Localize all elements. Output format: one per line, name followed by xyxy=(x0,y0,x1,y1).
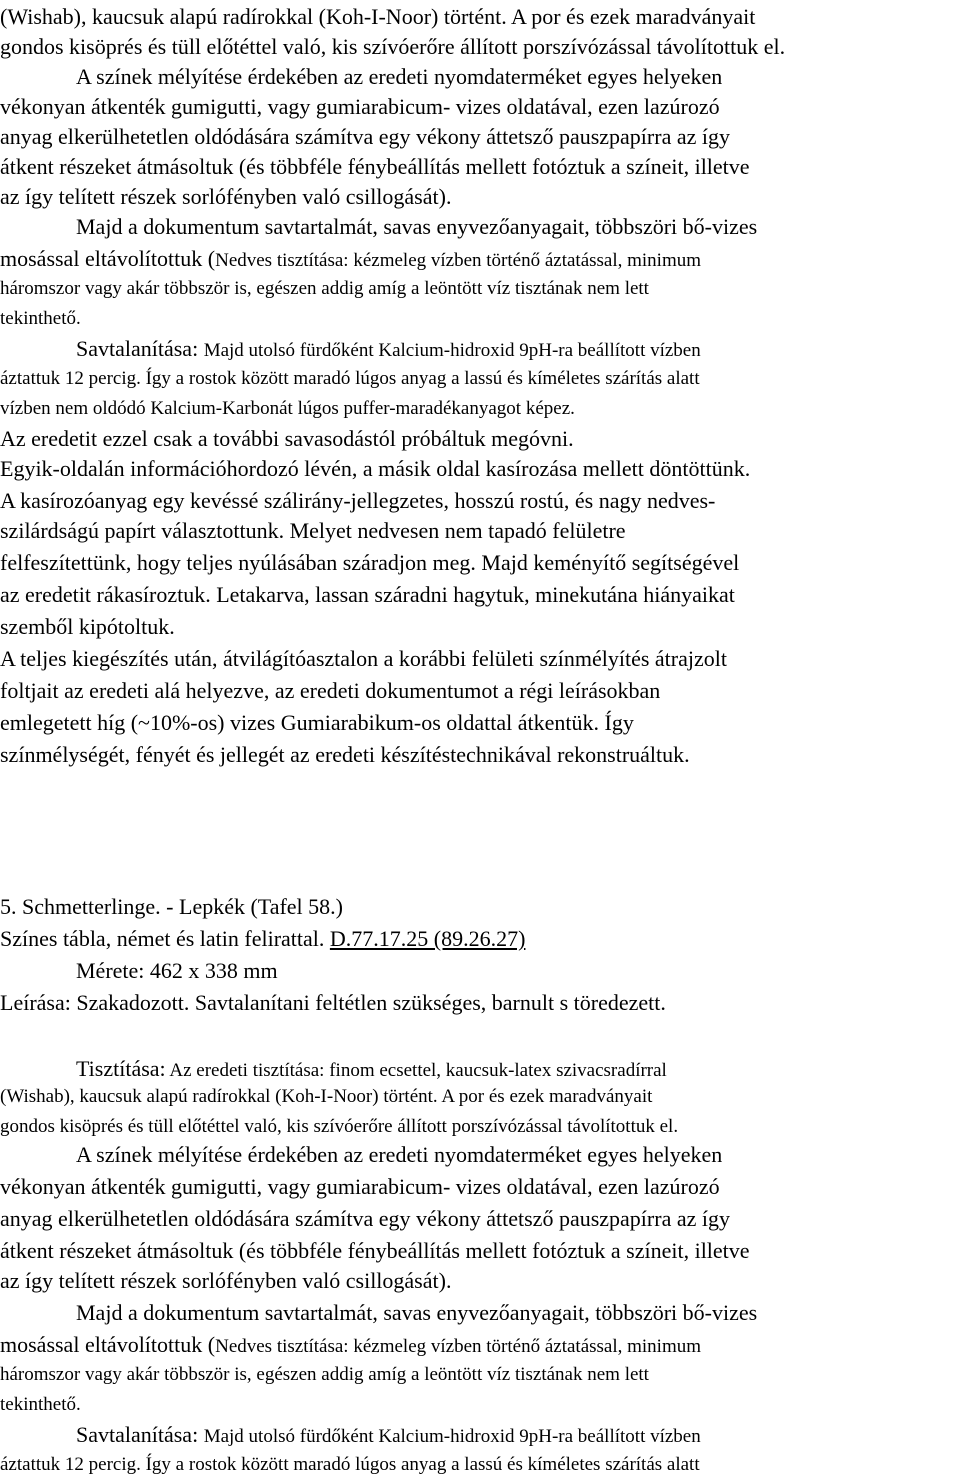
item-description: Leírása: Szakadozott. Savtalanítani feltétlen szükséges, barnult s töredezett. xyxy=(0,990,666,1015)
text-line: foltjait az eredeti alá helyezve, az eredeti dokumentumot a régi leírásokban xyxy=(0,678,661,703)
text-line: szilárdságú papírt választottunk. Melyet nedvesen nem tapadó felületre xyxy=(0,518,626,543)
text-segment: Az eredeti tisztítása: finom ecsettel, kaucsuk-latex szivacsradírral xyxy=(165,1060,667,1081)
text-line: anyag elkerülhetetlen oldódására számítva egy vékony áttetsző pauszpapírra az így xyxy=(0,124,730,149)
text-label: Savtalanítása: xyxy=(76,336,199,361)
text-line: A színek mélyítése érdekében az eredeti nyomdaterméket egyes helyeken xyxy=(76,1142,723,1167)
text-line: vékonyan átkenték gumigutti, vagy gumiarabicum- vizes oldatával, ezen lazúrozó xyxy=(0,94,720,119)
text-line: színmélységét, fényét és jellegét az eredeti készítéstechnikával rekonstruáltuk. xyxy=(0,742,690,767)
text-segment: mosással eltávolítottuk ( xyxy=(0,246,216,271)
text-line: vékonyan átkenték gumigutti, vagy gumiarabicum- vizes oldatával, ezen lazúrozó xyxy=(0,1174,720,1199)
text-line: átkent részeket átmásoltuk (és többféle fénybeállítás mellett fotóztuk a színeit, illetve xyxy=(0,1238,750,1263)
text-line: áztattuk 12 percig. Így a rostok között maradó lúgos anyag a lassú és kíméletes szárítás alatt xyxy=(0,1454,700,1475)
text-line xyxy=(0,244,701,274)
text-line: az így telített részek sorlófényben való csillogását). xyxy=(0,184,452,209)
text-line: (Wishab), kaucsuk alapú radírokkal (Koh-I-Noor) történt. A por és ezek maradványait xyxy=(0,1086,653,1107)
text-line: A színek mélyítése érdekében az eredeti nyomdaterméket egyes helyeken xyxy=(76,64,723,89)
item-heading: 5. Schmetterlinge. - Lepkék (Tafel 58.) xyxy=(0,894,343,919)
text-line xyxy=(0,1330,701,1360)
text-line: (Wishab), kaucsuk alapú radírokkal (Koh-I-Noor) történt. A por és ezek maradványait xyxy=(0,4,756,29)
text-line: tekinthető. xyxy=(0,308,81,329)
text-line: A teljes kiegészítés után, átvilágítóasztalon a korábbi felületi színmélyítés átrajzolt xyxy=(0,646,727,671)
text-line: Majd a dokumentum savtartalmát, savas enyvezőanyagait, többszöri bő-vizes xyxy=(76,214,758,239)
text-line: Az eredetit ezzel csak a további savasodástól próbáltuk megóvni. xyxy=(0,426,574,451)
text-line xyxy=(76,334,701,364)
item-size: Mérete: 462 x 338 mm xyxy=(76,958,278,983)
text-segment: Nedves tisztítása: kézmeleg vízben történő áztatással, minimum xyxy=(215,250,702,271)
text-line: áztattuk 12 percig. Így a rostok között maradó lúgos anyag a lassú és kíméletes szárítás alatt xyxy=(0,368,700,389)
text-segment: Nedves tisztítása: kézmeleg vízben történő áztatással, minimum xyxy=(215,1336,702,1357)
text-line: Egyik-oldalán információhordozó lévén, a másik oldal kasírozása mellett döntöttünk. xyxy=(0,456,751,481)
text-line: tekinthető. xyxy=(0,1394,81,1415)
text-line: átkent részeket átmásoltuk (és többféle fénybeállítás mellett fotóztuk a színeit, illetve xyxy=(0,154,750,179)
text-label: Savtalanítása: xyxy=(76,1422,199,1447)
text-line: háromszor vagy akár többször is, egészen addig amíg a leöntött víz tisztának nem lett xyxy=(0,1364,649,1385)
text-line: A kasírozóanyag egy kevéssé szálirány-jellegzetes, hosszú rostú, és nagy nedves- xyxy=(0,488,716,513)
text-line: szemből kipótoltuk. xyxy=(0,614,175,639)
subtitle-text: Színes tábla, német és latin felirattal. xyxy=(0,926,330,951)
inventory-code: D.77.17.25 (89.26.27) xyxy=(329,926,526,951)
text-line: emlegetett híg (~10%-os) vizes Gumiarabikum-os oldattal átkentük. Így xyxy=(0,710,634,735)
text-line: az így telített részek sorlófényben való csillogását). xyxy=(0,1268,452,1293)
text-line: gondos kisöprés és tüll előtéttel való, kis szívóerőre állított porszívózással távolítottuk el. xyxy=(0,1116,679,1137)
text-line: felfeszítettünk, hogy teljes nyúlásában száradjon meg. Majd keményítő segítségével xyxy=(0,550,740,575)
text-line: vízben nem oldódó Kalcium-Karbonát lúgos puffer-maradékanyagot képez. xyxy=(0,398,575,419)
text-segment: Majd utolsó fürdőként Kalcium-hidroxid 9pH-ra beállított vízben xyxy=(203,340,701,361)
text-line: az eredetit rákasíroztuk. Letakarva, lassan száradni hagytuk, minekutána hiányaikat xyxy=(0,582,735,607)
text-line xyxy=(76,1420,701,1450)
text-line xyxy=(76,1054,667,1084)
text-segment: Majd utolsó fürdőként Kalcium-hidroxid 9pH-ra beállított vízben xyxy=(203,1426,701,1447)
text-line: háromszor vagy akár többször is, egészen addig amíg a leöntött víz tisztának nem lett xyxy=(0,278,649,299)
text-line: Majd a dokumentum savtartalmát, savas enyvezőanyagait, többszöri bő-vizes xyxy=(76,1300,758,1325)
text-segment: mosással eltávolítottuk ( xyxy=(0,1332,216,1357)
text-line: gondos kisöprés és tüll előtéttel való, kis szívóerőre állított porszívózással távolítottuk el. xyxy=(0,34,786,59)
item-subtitle xyxy=(0,924,525,954)
text-line: anyag elkerülhetetlen oldódására számítva egy vékony áttetsző pauszpapírra az így xyxy=(0,1206,730,1231)
text-label: Tisztítása: xyxy=(76,1056,166,1081)
